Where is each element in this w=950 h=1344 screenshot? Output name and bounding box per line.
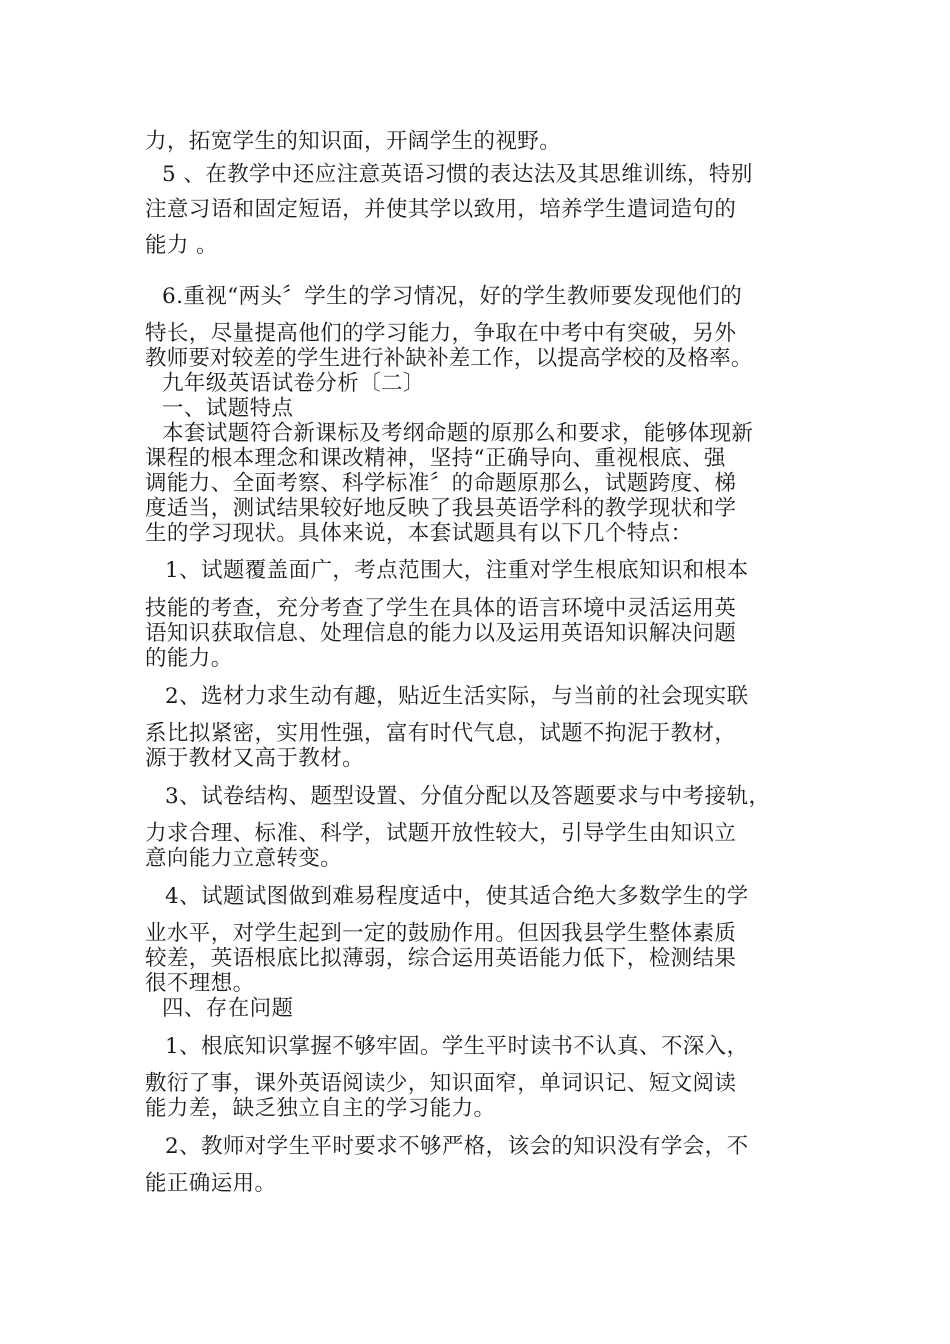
text-line: 源于教材又高于教材。 — [145, 746, 365, 771]
text-line: 课程的根本理念和课改精神，坚持“正确导向、重视根底、强 — [145, 446, 726, 471]
section-heading: 一、试题特点 — [162, 396, 294, 421]
text-line: 5 、在教学中还应注意英语习惯的表达法及其思维训练，特别 — [162, 162, 753, 187]
text-line: 较差，英语根底比拟薄弱，综合运用英语能力低下，检测结果 — [145, 946, 737, 971]
text-line: 1、试题覆盖面广，考点范围大，注重对学生根底知识和根本 — [165, 558, 749, 583]
text-line: 调能力、全面考察、科学标准〞的命题原那么，试题跨度、梯 — [145, 471, 737, 496]
text-line: 度适当，测试结果较好地反映了我县英语学科的教学现状和学 — [145, 496, 737, 521]
text-line: 注意习语和固定短语，并使其学以致用，培养学生遣词造句的 — [145, 197, 737, 222]
text-line: 2、教师对学生平时要求不够严格，该会的知识没有学会，不 — [165, 1134, 749, 1159]
text-line: 意向能力立意转变。 — [145, 846, 343, 871]
text-line: 能力 。 — [145, 233, 218, 258]
text-line: 3、试卷结构、题型设置、分值分配以及答题要求与中考接轨， — [165, 784, 771, 809]
text-line: 能力差，缺乏独立自主的学习能力。 — [145, 1096, 496, 1121]
text-line: 本套试题符合新课标及考纲命题的原那么和要求，能够体现新 — [162, 421, 754, 446]
text-line: 力求合理、标准、科学，试题开放性较大，引导学生由知识立 — [145, 821, 737, 846]
text-line: 教师要对较差的学生进行补缺补差工作，以提高学校的及格率。 — [145, 346, 753, 371]
text-line: 语知识获取信息、处理信息的能力以及运用英语知识解决问题 — [145, 621, 737, 646]
text-line: 能正确运用。 — [145, 1171, 277, 1196]
text-line: 系比拟紧密，实用性强，富有时代气息，试题不拘泥于教材， — [145, 721, 737, 746]
text-line: 特长，尽量提高他们的学习能力，争取在中考中有突破，另外 — [145, 321, 737, 346]
text-line: 的能力。 — [145, 646, 233, 671]
text-line: 技能的考查，充分考查了学生在具体的语言环境中灵活运用英 — [145, 596, 737, 621]
text-line: 业水平，对学生起到一定的鼓励作用。但因我县学生整体素质 — [145, 921, 737, 946]
text-line: 力，拓宽学生的知识面，开阔学生的视野。 — [145, 129, 562, 154]
text-line: 敷衍了事，课外英语阅读少，知识面窄，单词识记、短文阅读 — [145, 1071, 737, 1096]
text-line: 2、选材力求生动有趣，贴近生活实际，与当前的社会现实联 — [165, 684, 749, 709]
text-line: 1、根底知识掌握不够牢固。学生平时读书不认真、不深入， — [165, 1034, 749, 1059]
section-heading: 九年级英语试卷分析〔二〕 — [162, 371, 425, 396]
text-line: 6.重视“两头〞学生的学习情况，好的学生教师要发现他们的 — [162, 284, 743, 309]
section-heading: 四、存在问题 — [162, 996, 294, 1021]
text-line: 很不理想。 — [145, 971, 255, 996]
text-line: 生的学习现状。具体来说，本套试题具有以下几个特点： — [145, 521, 693, 546]
text-line: 4、试题试图做到难易程度适中，使其适合绝大多数学生的学 — [165, 884, 749, 909]
